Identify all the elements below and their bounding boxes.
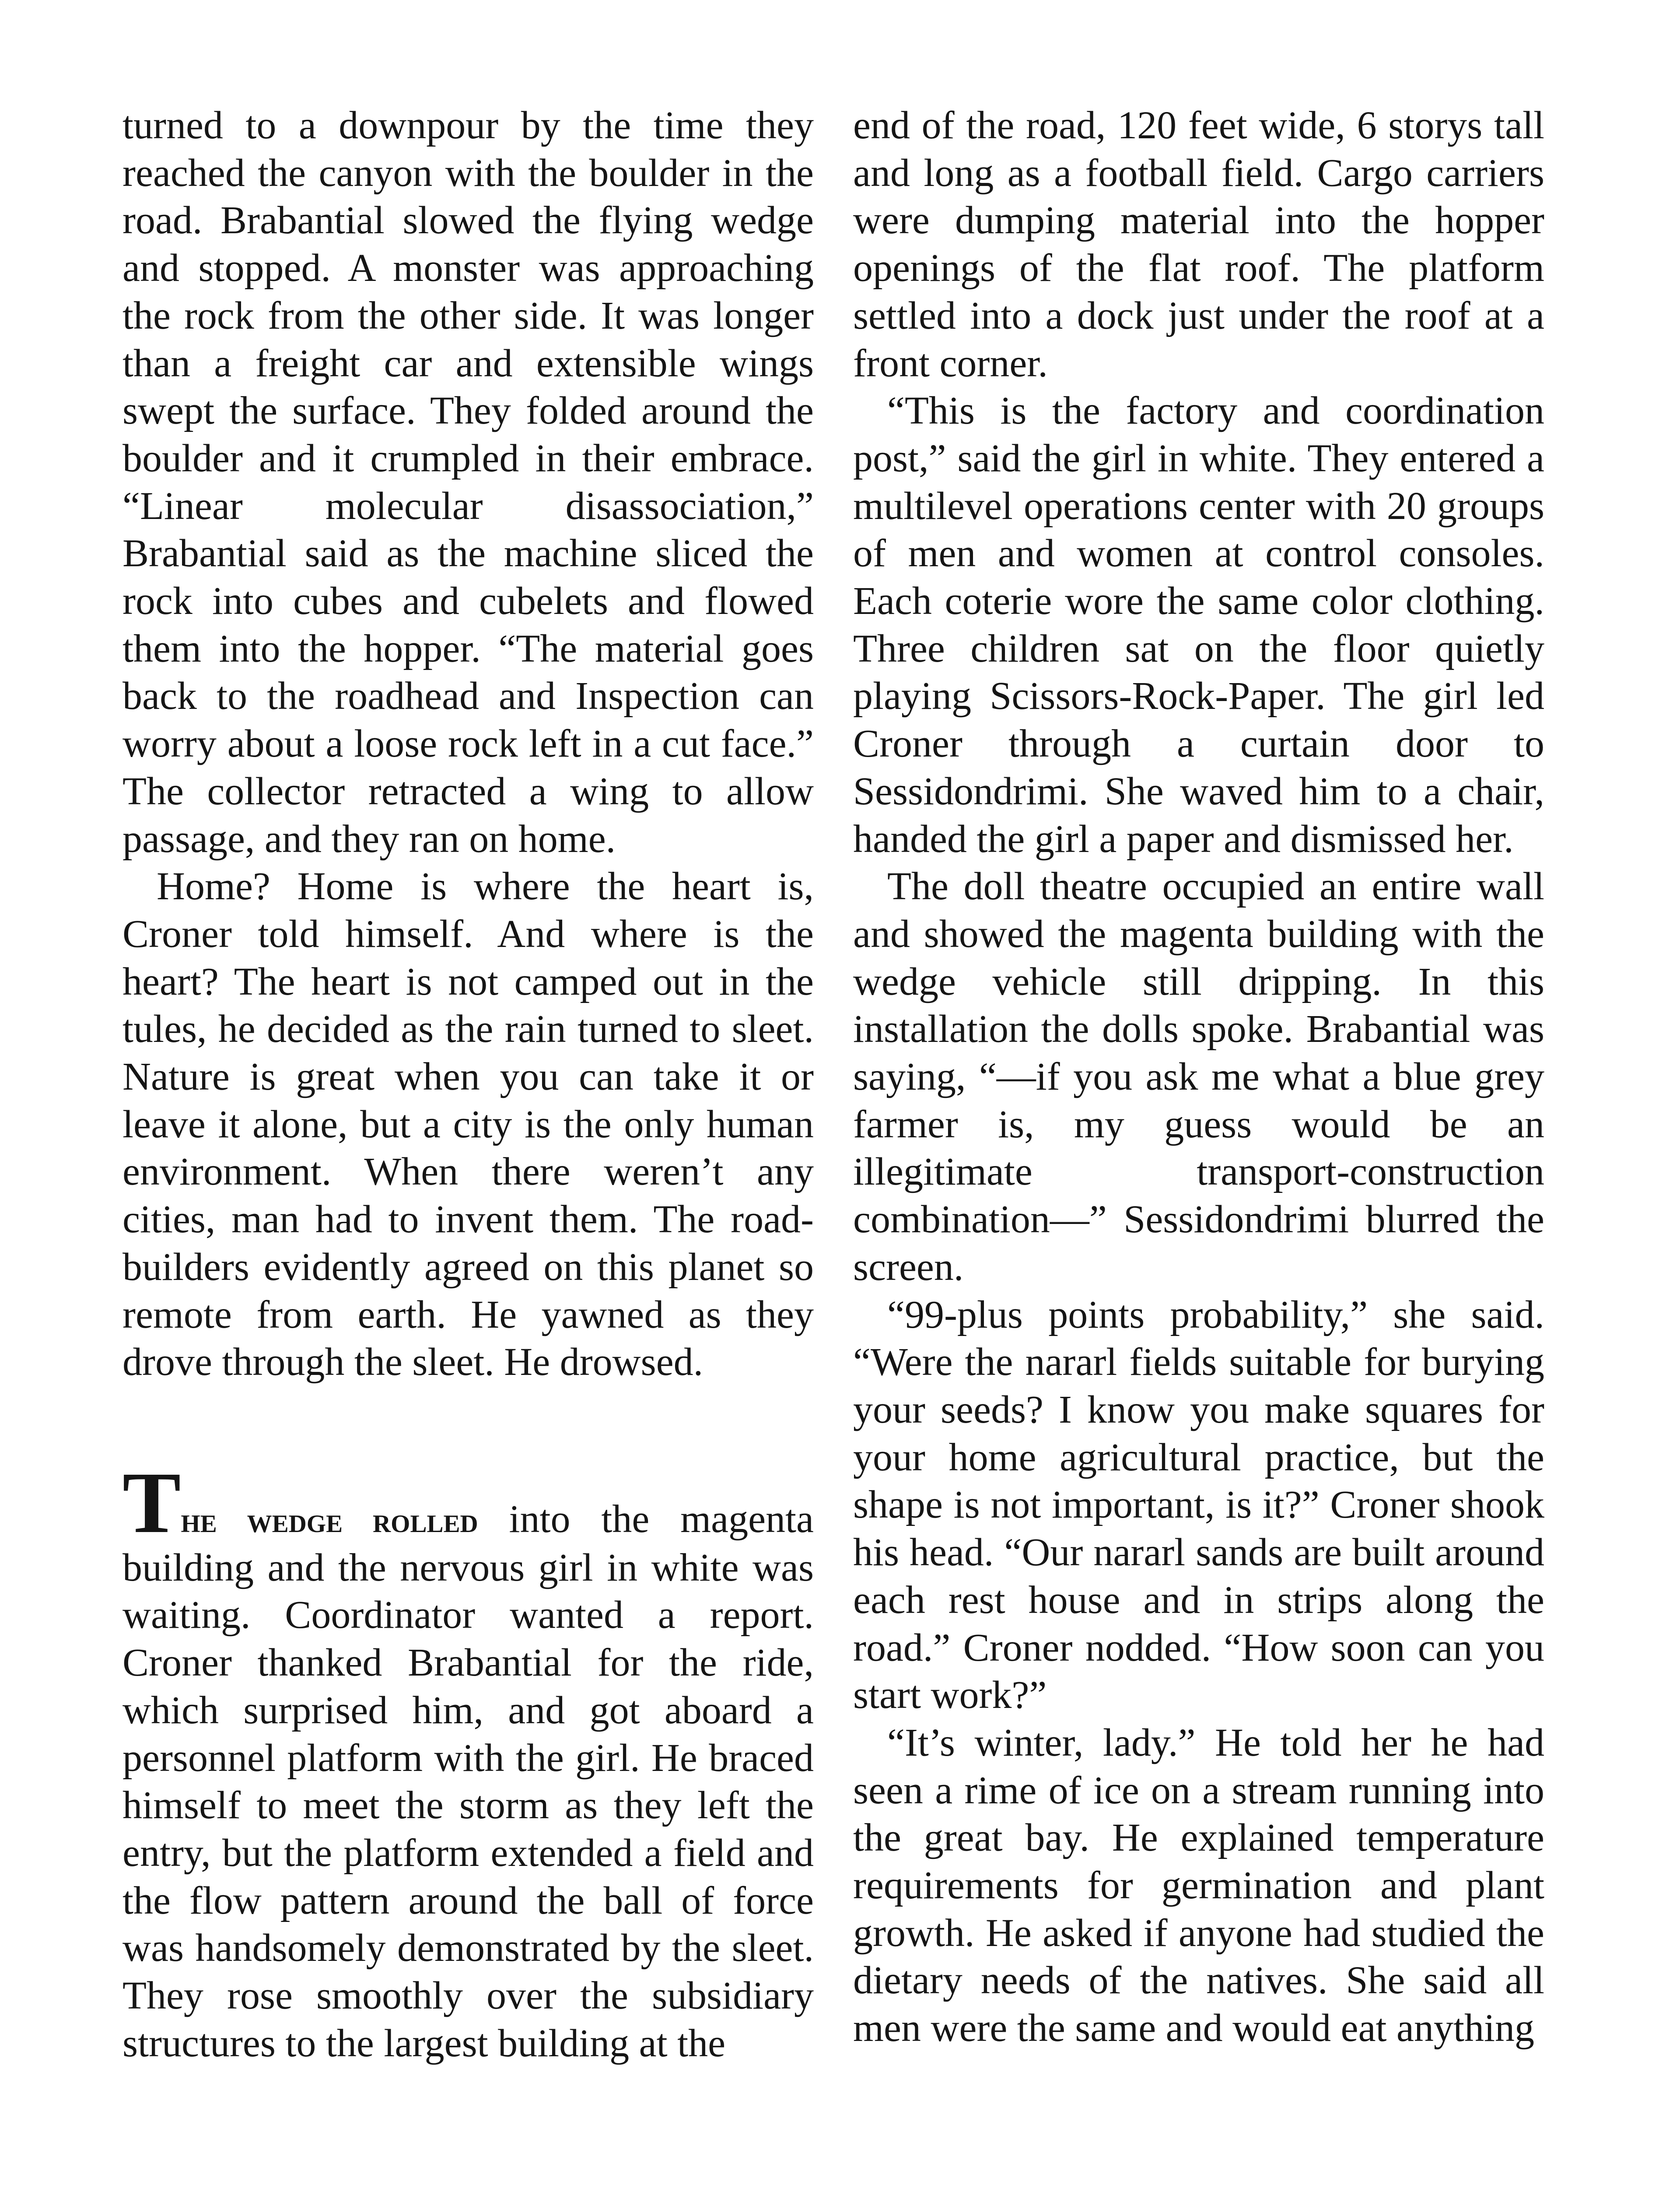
paragraph-home: Home? Home is where the heart is, Croner told himself. And where is the heart? The heart is not camped out in the tules, he decided as the rain turned to sleet. Nature is great when you can take it or leave it alone, but a city is the only human environment. When there weren’t any cities, man had to invent them. The road-builders evidently agreed on this planet so remote from earth. He yawned as they drove through the sleet. He drowsed. — [122, 865, 814, 1384]
section-break — [122, 1386, 814, 1481]
paragraph-factory: “This is the factory and coordination post,” said the girl in white. They entered a multilevel operations center with 20 groups of men and women at control consoles. Each coterie wore the same color clothing. Three children sat on the floor quietly playing Scissors-Rock-Paper. The girl led Croner through a curtain door to Sessidondrimi. She waved him to a chair, handed the girl a paper and dismissed her. — [853, 389, 1544, 861]
paragraph-probability: “99-plus points probability,” she said. “Were the nararl fields suitable for burying your seeds? I know you make squares for your home agricultural practice, but the shape is not important, is it?” Croner shook his head. “Our nararl sands are built around each rest house and in strips along the road.” Croner nodded. “How soon can you start work?” — [853, 1293, 1544, 1717]
paragraph-downpour: turned to a downpour by the time they reached the canyon with the boulder in the road. Brabantial slowed the flying wedge and stopped. A monster was approaching the rock from the other side. It was longer than a freight car and extensible wings swept the surface. They folded around the boulder and it crumpled in their embrace. “Linear molecular disassociation,” Brabantial said as the machine sliced the rock into cubes and cubelets and flowed them into the hopper. “The material goes back to the roadhead and Inspection can worry about a loose rock left in a cut face.” The collector retracted a wing to allow passage, and they ran on home. — [122, 104, 814, 861]
paragraph-wedge-rolled-text: into the magenta building and the nervous girl in white was waiting. Coordinator wanted a report. Croner thanked Brabantial for the ride, which surprised him, and got aboard a personnel platform with the girl. He braced himself to meet the storm as they left the entry, but the platform extended a field and the flow pattern around the ball of force was handsomely demonstrated by the sleet. They rose smoothly over the subsidiary structures to the largest building at the — [122, 1497, 814, 2065]
drop-cap: T — [122, 1454, 181, 1551]
section-lead-in: he wedge rolled — [181, 1500, 478, 1540]
paragraph-wedge-rolled — [122, 1454, 814, 2067]
left-text-column — [122, 102, 814, 2067]
paragraph-end-of-road: end of the road, 120 feet wide, 6 storys tall and long as a football field. Cargo carriers were dumping material into the hopper openings of the flat roof. The platform settled into a dock just under the roof at a front corner. — [853, 104, 1544, 385]
right-text-column — [853, 102, 1544, 2052]
paragraph-doll-theatre: The doll theatre occupied an entire wall and showed the magenta building with the wedge vehicle still dripping. In this installation the dolls spoke. Brabantial was saying, “—if you ask me what a blue grey farmer is, my guess would be an illegitimate transport-construction combination—” Sessidondrimi blurred the screen. — [853, 865, 1544, 1289]
paragraph-winter: “It’s winter, lady.” He told her he had seen a rime of ice on a stream running into the great bay. He explained temperature requirements for germination and plant growth. He asked if anyone had studied the dietary needs of the natives. She said all men were the same and would eat anything — [853, 1721, 1544, 2050]
